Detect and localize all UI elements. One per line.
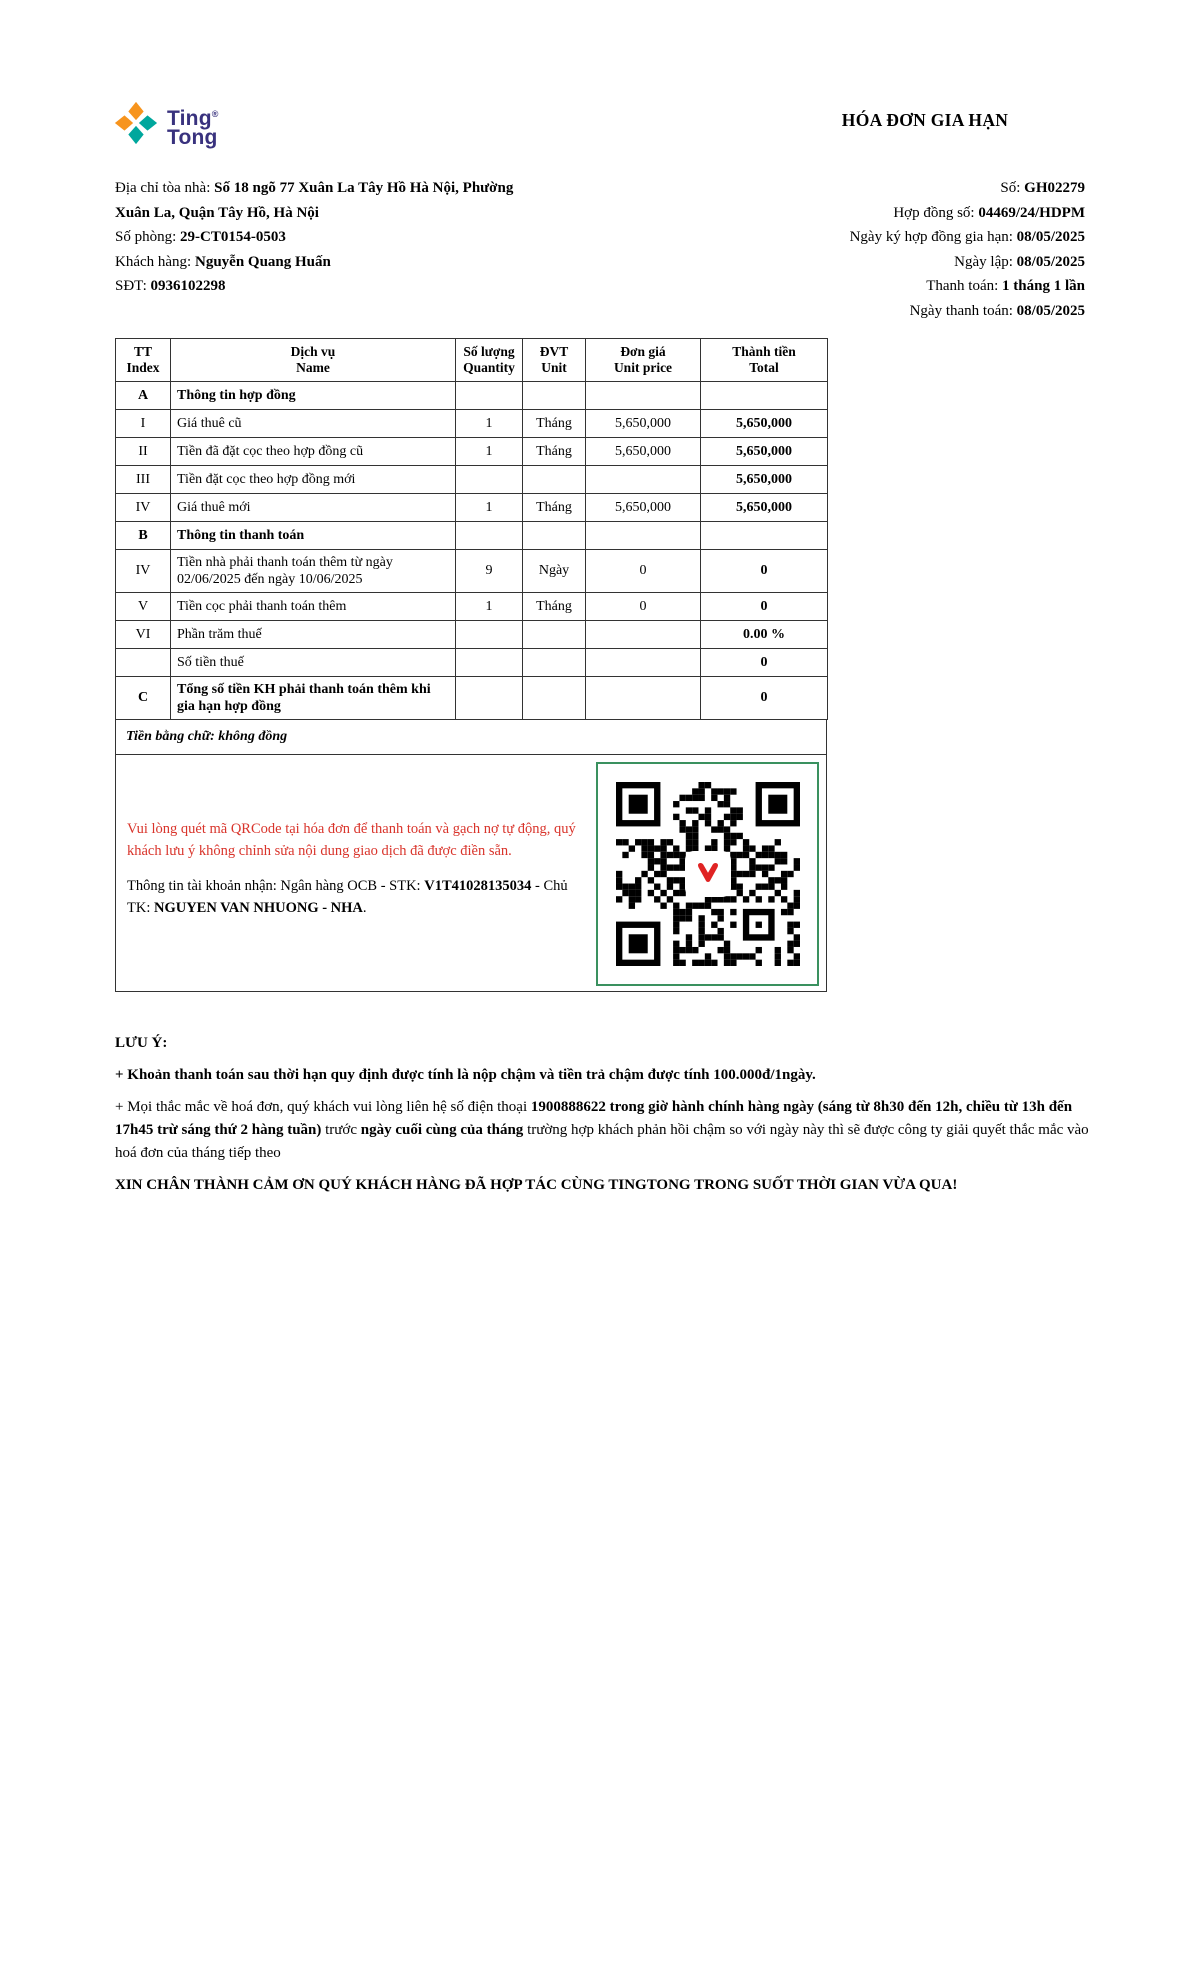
- row-unit: [523, 649, 586, 677]
- address-line2: [115, 201, 585, 226]
- phone-line: [115, 274, 585, 299]
- account-info-seg3: .: [362, 899, 367, 916]
- account-holder: NGUYEN VAN NHUONG - NHA: [153, 899, 363, 916]
- phone-value: 0936102298: [150, 278, 226, 294]
- row-unit: [523, 466, 586, 494]
- payment-qr-section: [115, 755, 827, 992]
- row-unit-price: [586, 466, 701, 494]
- row-total: 0: [701, 649, 828, 677]
- brand-mark-icon: [113, 100, 159, 151]
- row-quantity: 9: [456, 550, 523, 593]
- account-number: V1T41028135034: [424, 878, 532, 894]
- row-unit-price: [586, 522, 701, 550]
- account-info-seg1: Thông tin tài khoản nhận: Ngân hàng OCB - STK:: [127, 878, 425, 894]
- renew-sign-date-label: Ngày ký hợp đồng gia hạn:: [849, 229, 1017, 245]
- contact-note-seg5: trường hợp khách phản hồi chậm so với ngày này thì sẽ được công ty giải quyết thắc mắc vào hoá đơn của tháng tiếp theo: [115, 1122, 1089, 1161]
- row-quantity: 1: [456, 410, 523, 438]
- invoice-info-block: [615, 176, 1085, 323]
- row-unit: Tháng: [523, 438, 586, 466]
- deadline-phrase: ngày cuối cùng của tháng: [360, 1122, 524, 1138]
- row-quantity: 1: [456, 494, 523, 522]
- payment-cycle-value: 1 tháng 1 lần: [1002, 278, 1085, 294]
- row-unit-price: 5,650,000: [586, 494, 701, 522]
- row-index: IV: [116, 494, 171, 522]
- row-index: A: [116, 382, 171, 410]
- row-unit: [523, 621, 586, 649]
- late-payment-note: + Khoản thanh toán sau thời hạn quy định được tính là nộp chậm và tiền trả chậm được tính 100.000đ/1ngày.: [115, 1067, 816, 1083]
- registered-trademark: ®: [211, 108, 219, 119]
- row-total: 0: [701, 550, 828, 593]
- amount-in-words-label: Tiền bằng chữ:: [126, 729, 219, 744]
- table-row: [116, 466, 828, 494]
- notes-heading: LƯU Ý:: [115, 1035, 168, 1051]
- row-unit-price: [586, 649, 701, 677]
- row-unit-price: 5,650,000: [586, 438, 701, 466]
- contract-number-label: Hợp đồng số:: [893, 204, 979, 221]
- row-quantity: [456, 466, 523, 494]
- table-row: [116, 649, 828, 677]
- row-service-name: Thông tin hợp đồng: [171, 382, 456, 410]
- row-unit-price: [586, 382, 701, 410]
- row-total: [701, 522, 828, 550]
- qr-alert-text: Vui lòng quét mã QRCode tại hóa đơn để thanh toán và gạch nợ tự động, quý khách lưu ý không chỉnh sửa nội dung giao dịch đã được điền sẵn.: [127, 821, 576, 859]
- table-row-section-c: [116, 677, 828, 720]
- row-unit: [523, 382, 586, 410]
- renew-sign-date-line: [615, 225, 1085, 250]
- qr-code-frame: [596, 762, 819, 986]
- row-unit-price: 5,650,000: [586, 410, 701, 438]
- row-service-name: Tiền đã đặt cọc theo hợp đồng cũ: [171, 438, 456, 466]
- row-service-name: Phần trăm thuế: [171, 621, 456, 649]
- room-value: 29-CT0154-0503: [180, 229, 286, 245]
- row-unit: Tháng: [523, 593, 586, 621]
- brand-name-line2: Tong: [167, 125, 218, 149]
- row-index: B: [116, 522, 171, 550]
- row-unit: [523, 522, 586, 550]
- table-row-section-b: [116, 522, 828, 550]
- renew-sign-date-value: 08/05/2025: [1016, 229, 1085, 245]
- table-row: [116, 593, 828, 621]
- row-total: 0: [701, 593, 828, 621]
- account-info-text: [127, 876, 587, 919]
- payment-cycle-line: [615, 274, 1085, 299]
- row-total: 0: [701, 677, 828, 720]
- address-line: [115, 176, 585, 201]
- row-index: II: [116, 438, 171, 466]
- col-header-unit-price: Đơn giá Unit price: [586, 339, 701, 382]
- row-quantity: 1: [456, 438, 523, 466]
- customer-line: [115, 250, 585, 275]
- account-info-seg2: - Chủ TK:: [127, 878, 568, 916]
- row-index: III: [116, 466, 171, 494]
- row-total: 5,650,000: [701, 466, 828, 494]
- row-quantity: 1: [456, 593, 523, 621]
- table-row: [116, 494, 828, 522]
- row-index: V: [116, 593, 171, 621]
- invoice-body: [115, 338, 827, 992]
- row-unit-price: 0: [586, 550, 701, 593]
- room-line: [115, 225, 585, 250]
- row-unit: Tháng: [523, 494, 586, 522]
- contract-number-line: [615, 201, 1085, 226]
- row-service-name: Tiền nhà phải thanh toán thêm từ ngày 02/06/2025 đến ngày 10/06/2025: [171, 550, 456, 593]
- row-quantity: [456, 522, 523, 550]
- table-row: [116, 410, 828, 438]
- row-unit-price: [586, 677, 701, 720]
- address-label: Địa chỉ tòa nhà:: [115, 180, 215, 196]
- row-total: 5,650,000: [701, 438, 828, 466]
- row-total: 5,650,000: [701, 494, 828, 522]
- document-title: HÓA ĐƠN GIA HẠN: [841, 110, 1009, 130]
- table-header-row: [116, 339, 828, 382]
- row-unit: Ngày: [523, 550, 586, 593]
- contact-note: [115, 1096, 1090, 1165]
- room-label: Số phòng:: [115, 229, 181, 245]
- row-service-name: Giá thuê mới: [171, 494, 456, 522]
- phone-label: SĐT:: [115, 278, 151, 294]
- row-total: 5,650,000: [701, 410, 828, 438]
- row-index: I: [116, 410, 171, 438]
- notes-section: [115, 1032, 1090, 1197]
- row-service-name: Tiền cọc phải thanh toán thêm: [171, 593, 456, 621]
- row-quantity: [456, 677, 523, 720]
- payment-date-value: 08/05/2025: [1016, 302, 1085, 319]
- payment-date-line: [615, 299, 1085, 324]
- table-row-section-a: [116, 382, 828, 410]
- table-row: [116, 438, 828, 466]
- invoice-number-label: Số:: [1000, 180, 1025, 196]
- payment-date-label: Ngày thanh toán:: [909, 302, 1017, 319]
- row-index: VI: [116, 621, 171, 649]
- row-unit: Tháng: [523, 410, 586, 438]
- contact-note-seg3: trước: [321, 1122, 361, 1138]
- hotline-and-hours: 1900888622 trong giờ hành chính hàng ngày (sáng từ 8h30 đến 12h, chiều từ 13h đến 17h45 trừ sáng thứ 2 hàng tuần): [115, 1099, 1073, 1138]
- row-service-name: Số tiền thuế: [171, 649, 456, 677]
- qr-center-logo: [685, 851, 731, 897]
- col-header-quantity: Số lượng Quantity: [456, 339, 523, 382]
- row-unit-price: 0: [586, 593, 701, 621]
- row-service-name: Giá thuê cũ: [171, 410, 456, 438]
- address-value-line1: Số 18 ngõ 77 Xuân La Tây Hồ Hà Nội, Phường: [214, 180, 514, 196]
- payment-cycle-label: Thanh toán:: [926, 278, 1003, 294]
- address-value-line2: Xuân La, Quận Tây Hồ, Hà Nội: [115, 204, 319, 221]
- row-quantity: [456, 621, 523, 649]
- contract-number-value: 04469/24/HDPM: [978, 204, 1085, 221]
- charges-table: [115, 338, 828, 720]
- row-service-name: Tiền đặt cọc theo hợp đồng mới: [171, 466, 456, 494]
- row-unit-price: [586, 621, 701, 649]
- invoice-number-line: [615, 176, 1085, 201]
- col-header-unit: ĐVT Unit: [523, 339, 586, 382]
- contact-note-seg1: + Mọi thắc mắc về hoá đơn, quý khách vui lòng liên hệ số điện thoại: [115, 1099, 531, 1115]
- row-unit: [523, 677, 586, 720]
- row-service-name: Thông tin thanh toán: [171, 522, 456, 550]
- amount-in-words-value: không đồng: [218, 729, 288, 744]
- thank-you-message: XIN CHÂN THÀNH CẢM ƠN QUÝ KHÁCH HÀNG ĐÃ HỢP TÁC CÙNG TINGTONG TRONG SUỐT THỜI GIAN VỪA QUA!: [115, 1177, 958, 1193]
- row-index: [116, 649, 171, 677]
- col-header-total: Thành tiền Total: [701, 339, 828, 382]
- row-total: 0.00 %: [701, 621, 828, 649]
- col-header-index: TT Index: [116, 339, 171, 382]
- row-index: C: [116, 677, 171, 720]
- row-service-name: Tổng số tiền KH phải thanh toán thêm khi gia hạn hợp đồng: [171, 677, 456, 720]
- col-header-name: Dịch vụ Name: [171, 339, 456, 382]
- amount-in-words: [115, 720, 827, 755]
- customer-label: Khách hàng:: [115, 253, 195, 270]
- issue-date-label: Ngày lập:: [954, 253, 1017, 270]
- building-info-block: [115, 176, 585, 299]
- brand-logo: [113, 100, 219, 151]
- invoice-number-value: GH02279: [1024, 180, 1085, 196]
- payment-instructions: [127, 819, 587, 919]
- issue-date-value: 08/05/2025: [1016, 253, 1085, 270]
- customer-value: Nguyễn Quang Huấn: [194, 253, 331, 270]
- brand-name-line1: Ting: [167, 106, 212, 130]
- table-row: [116, 550, 828, 593]
- row-total: [701, 382, 828, 410]
- brand-wordmark: [167, 105, 219, 147]
- row-quantity: [456, 382, 523, 410]
- qr-heart-v-icon: [693, 859, 723, 889]
- row-quantity: [456, 649, 523, 677]
- row-index: IV: [116, 550, 171, 593]
- issue-date-line: [615, 250, 1085, 275]
- table-row: [116, 621, 828, 649]
